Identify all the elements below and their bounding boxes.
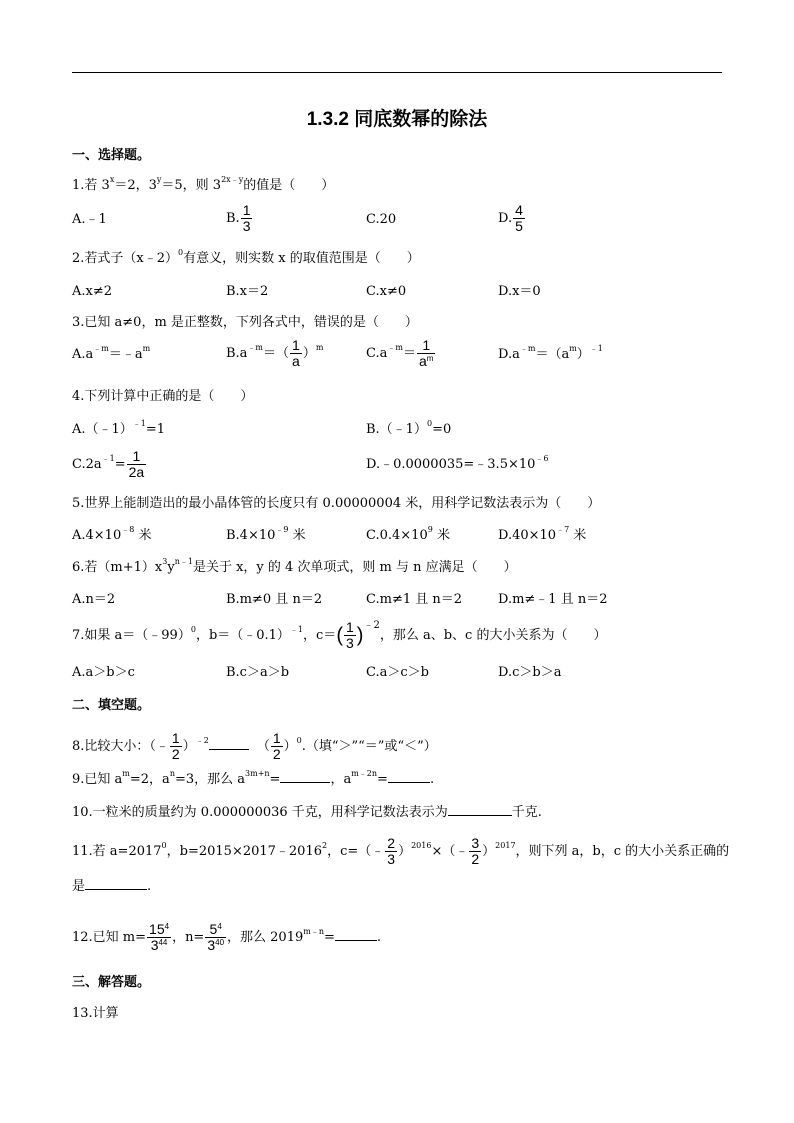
answer-blank[interactable] <box>388 770 430 783</box>
question-7-option-d: D.c＞b＞a <box>498 665 562 680</box>
question-7-option-b: B.c＞a＞b <box>226 665 290 680</box>
question-6-option-c: C.m≠1 且 n＝2 <box>366 592 463 607</box>
question-6-option-d: D.m≠﹣1 且 n＝2 <box>498 592 608 607</box>
question-4-option-c: $C.2a^{﹣1}=$ $\frac{1}{2a}$ <box>72 448 145 480</box>
question-1-stem: 1.若 $3^x=2$，$3^y=5$，则 $3^{2x﹣y}$的值是（ ） <box>72 175 335 193</box>
question-5-option-d: $D.40\times 10^{﹣7}$ 米 <box>498 525 587 543</box>
question-2-stem: 2.若式子（x﹣2）$^0$有意义，则实数 x 的取值范围是（ ） <box>72 248 420 266</box>
question-11-cont: 是 . <box>72 879 152 894</box>
question-6-stem: 6.若$(m+1)x^3y^{n﹣1}$是关于 x，y 的 4 次单项式，则 m 与 n 应满足（ ） <box>72 557 517 575</box>
section-heading-fill: 二、填空题。 <box>72 697 151 712</box>
question-9: 9.已知 $a^m=2$，$a^n=3$，那么 $a^{3m+n}=$ ，$a^{m﹣2n}=$ . <box>72 769 435 787</box>
answer-blank[interactable] <box>209 737 249 750</box>
question-1-option-b: B. $\frac{1}{3}$ <box>226 202 251 234</box>
question-1-option-a: A.﹣1 <box>72 212 107 227</box>
page-title: 1.3.2 同底数幂的除法 <box>306 109 488 130</box>
section-heading-choice: 一、选择题。 <box>72 147 151 162</box>
question-4-option-b: B.（﹣1）$^0$=0 <box>366 419 452 437</box>
section-heading-solve: 三、解答题。 <box>72 974 151 989</box>
question-4-stem: 4.下列计算中正确的是（ ） <box>72 389 254 404</box>
question-4-option-d: $D.﹣0.0000035=﹣3.5\times 10^{﹣6}$ <box>366 454 549 472</box>
question-5-stem: 5.世界上能制造出的最小晶体管的长度只有 0.00000004 米，用科学记数法表示为（ ） <box>72 496 601 511</box>
question-2-option-c: C.x≠0 <box>366 284 407 299</box>
question-6-option-a: A.n＝2 <box>72 592 116 607</box>
question-5-option-c: $C.0.4\times 10^9$ 米 <box>366 525 450 543</box>
question-5-option-a: $A.4\times 10^{﹣8}$ 米 <box>72 525 152 543</box>
question-13: 13.计算 <box>72 1006 119 1021</box>
question-3-stem: 3.已知 a≠0，m 是正整数，下列各式中，错误的是（ ） <box>72 315 418 330</box>
question-5-option-b: $B.4\times 10^{﹣9}$ 米 <box>226 525 306 543</box>
header-rule <box>72 72 722 73</box>
question-3-option-c: $C.a^{﹣m}=$ $\frac{1}{a^m}$ <box>366 337 434 369</box>
question-12: 12.已知 m= $\frac{15^4}{3^{44}}$ ，n= $\frac{5^4}{3^{40}}$ ，那么 $2019^{m﹣n}=$ . <box>72 921 382 953</box>
question-3-option-d: $D.a^{﹣m}=(a^m)^{﹣1}$ <box>498 344 603 362</box>
answer-blank[interactable] <box>448 803 512 816</box>
question-7-stem: 7.如果 a＝（﹣99）$^0$，b＝（﹣0.1）$^{﹣1}$，c＝( $\frac{1}{3}$ )$^{﹣2}$，那么 a、b、c 的大小关系为（ ） <box>72 619 607 651</box>
question-4-option-a: A.（﹣1）$^{﹣1}$=1 <box>72 419 166 437</box>
question-6-option-b: B.m≠0 且 n＝2 <box>226 592 323 607</box>
question-3-option-b: $B.a^{﹣m}=$（ $\frac{1}{a}$ ）$^m$ <box>226 337 324 369</box>
question-2-option-b: B.x＝2 <box>226 284 269 299</box>
question-8: 8.比较大小：（﹣ $\frac{1}{2}$ ）$^{﹣2}$ （ $\frac{1}{2}$ ）$^0$.（填“＞”“＝”或“＜”） <box>72 730 437 762</box>
question-1-option-c: C.20 <box>366 212 397 227</box>
question-2-option-a: A.x≠2 <box>72 284 113 299</box>
answer-blank[interactable] <box>335 928 377 941</box>
answer-blank[interactable] <box>280 770 330 783</box>
question-11: 11.若 $a=2017^0$，$b=2015\times 2017﹣2016^2$，c=（﹣ $\frac{2}{3}$ ）$^{2016}$×（﹣ $\frac{3}{2}$ ）$^{2017}$，则下列 a，b，c 的大小关系正确的 <box>72 835 730 867</box>
question-3-option-a: $A.a^{﹣m}=﹣a^m$ <box>72 344 151 362</box>
question-1-option-d: D. $\frac{4}{5}$ <box>498 202 523 234</box>
question-7-option-a: A.a＞b＞c <box>72 665 135 680</box>
answer-blank[interactable] <box>85 877 147 890</box>
question-2-option-d: D.x＝0 <box>498 284 541 299</box>
question-10: 10.一粒米的质量约为 0.000000036 千克，用科学记数法表示为 千克. <box>72 805 542 820</box>
question-7-option-c: C.a＞c＞b <box>366 665 429 680</box>
